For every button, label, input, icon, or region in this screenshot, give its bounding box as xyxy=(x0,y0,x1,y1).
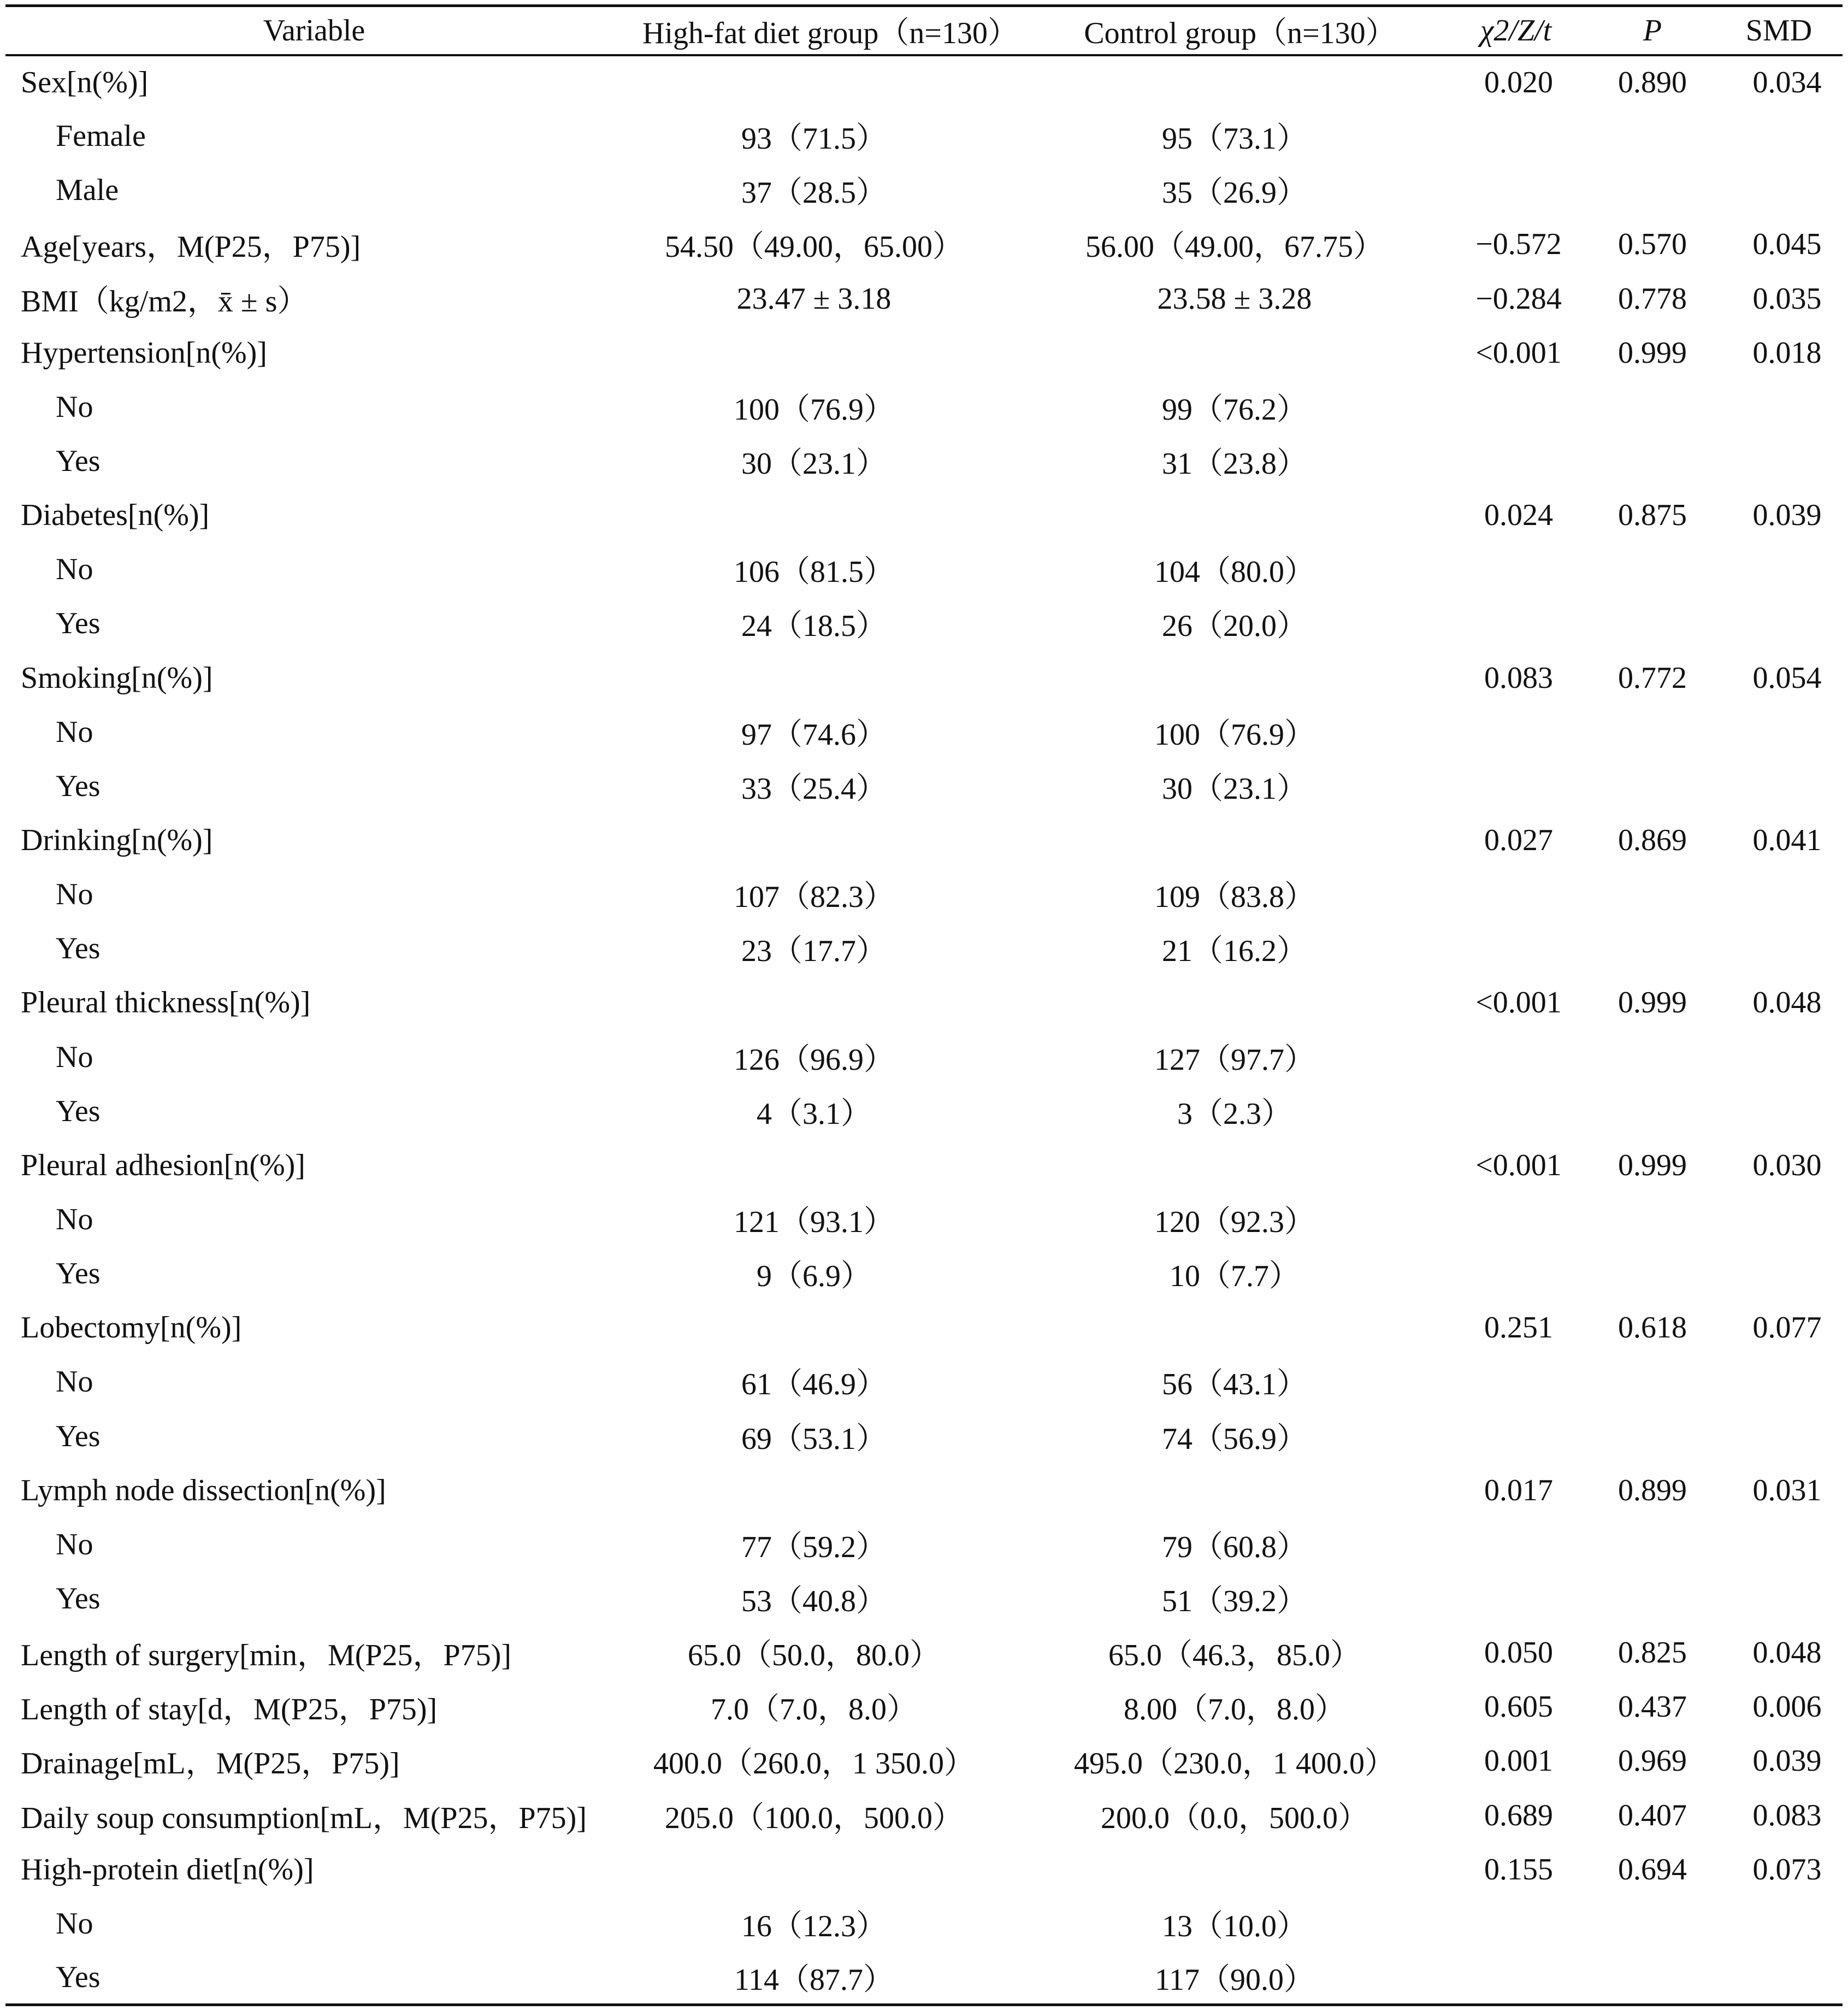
cell-high-fat-group: 23（17.7） xyxy=(741,934,887,969)
cell-high-fat-group: 121（93.1） xyxy=(734,1205,894,1240)
cell-control-group xyxy=(1038,326,1442,380)
cell-smd xyxy=(1715,868,1843,922)
cell-p-value: 0.999 xyxy=(1618,1148,1687,1182)
table-row xyxy=(5,1192,1843,1246)
cell-p-value xyxy=(1590,759,1715,813)
cell-smd xyxy=(1715,109,1843,163)
cell-smd xyxy=(1715,163,1843,217)
cell-test-statistic xyxy=(1442,1950,1590,2005)
cell-p-value: 0.890 xyxy=(1618,66,1687,100)
cell-control-group: 104（80.0） xyxy=(1154,555,1315,590)
row-label: Length of surgery[min，M(P25，P75)] xyxy=(21,1638,511,1673)
cell-p-value xyxy=(1590,1355,1715,1409)
table-row xyxy=(5,1084,1843,1138)
cell-smd: 0.083 xyxy=(1752,1798,1822,1832)
cell-control-group: 30（23.1） xyxy=(1162,771,1307,806)
row-label: No xyxy=(56,877,93,912)
cell-high-fat-group: 24（18.5） xyxy=(741,609,887,644)
row-label: No xyxy=(56,390,93,424)
cell-smd xyxy=(1715,597,1843,651)
row-label: Yes xyxy=(56,769,101,803)
cell-p-value: 0.825 xyxy=(1618,1636,1687,1670)
table-row xyxy=(5,163,1843,217)
cell-p-value xyxy=(1590,434,1715,488)
cell-p-value xyxy=(1590,109,1715,163)
cell-high-fat-group: 93（71.5） xyxy=(741,122,887,156)
cell-smd xyxy=(1715,759,1843,813)
row-label: Drainage[mL，M(P25，P75)] xyxy=(21,1747,400,1781)
cell-test-statistic xyxy=(1442,1896,1590,1950)
cell-control-group xyxy=(1038,488,1442,543)
cell-high-fat-group xyxy=(623,488,1038,543)
cell-smd: 0.030 xyxy=(1752,1148,1822,1182)
cell-smd: 0.077 xyxy=(1752,1311,1822,1345)
row-label: No xyxy=(56,715,93,749)
table-row xyxy=(5,922,1843,976)
cell-high-fat-group: 23.47 ± 3.18 xyxy=(736,281,891,316)
row-label: No xyxy=(56,1906,93,1941)
cell-p-value: 0.437 xyxy=(1618,1690,1687,1724)
cell-smd: 0.045 xyxy=(1752,227,1822,262)
row-label: Age[years，M(P25，P75)] xyxy=(21,230,361,264)
cell-smd: 0.048 xyxy=(1752,1636,1822,1670)
cell-smd xyxy=(1715,434,1843,488)
cell-smd: 0.073 xyxy=(1752,1852,1822,1887)
header-test-statistic: χ2/Z/t xyxy=(1442,6,1590,55)
cell-high-fat-group: 53（40.8） xyxy=(741,1584,887,1618)
cell-high-fat-group: 30（23.1） xyxy=(741,447,887,481)
cell-high-fat-group: 16（12.3） xyxy=(741,1909,887,1943)
cell-control-group xyxy=(1038,651,1442,705)
cell-test-statistic: 0.083 xyxy=(1484,661,1553,695)
header-high-fat-group: High-fat diet group（n=130） xyxy=(623,6,1038,55)
cell-test-statistic: 0.024 xyxy=(1484,498,1553,533)
cell-p-value: 0.969 xyxy=(1618,1744,1687,1778)
cell-test-statistic xyxy=(1442,1247,1590,1301)
cell-high-fat-group: 107（82.3） xyxy=(734,880,894,915)
cell-smd xyxy=(1715,1192,1843,1246)
cell-control-group xyxy=(1038,55,1442,109)
header-variable: Variable xyxy=(5,6,623,55)
cell-control-group: 8.00（7.0，8.0） xyxy=(1124,1693,1345,1727)
cell-test-statistic xyxy=(1442,163,1590,217)
row-label: Pleural adhesion[n(%)] xyxy=(21,1148,305,1182)
table-row xyxy=(5,1517,1843,1571)
cell-p-value xyxy=(1590,163,1715,217)
cell-control-group: 109（83.8） xyxy=(1154,880,1315,915)
cell-high-fat-group: 7.0（7.0，8.0） xyxy=(711,1693,917,1727)
cell-control-group: 3（2.3） xyxy=(1177,1097,1292,1131)
row-label: Yes xyxy=(56,1419,101,1453)
cell-control-group: 117（90.0） xyxy=(1038,1950,1442,2005)
cell-p-value xyxy=(1590,705,1715,759)
row-label: Sex[n(%)] xyxy=(21,66,149,100)
table-row xyxy=(5,1138,1843,1192)
cell-p-value xyxy=(1590,1950,1715,2005)
header-smd: SMD xyxy=(1715,6,1843,55)
cell-high-fat-group: 4（3.1） xyxy=(757,1097,871,1131)
cell-control-group: 100（76.9） xyxy=(1154,717,1315,752)
cell-p-value xyxy=(1590,1896,1715,1950)
cell-p-value: 0.407 xyxy=(1618,1798,1687,1832)
cell-test-statistic: <0.001 xyxy=(1475,1148,1562,1182)
cell-control-group xyxy=(1038,813,1442,867)
cell-high-fat-group: 54.50（49.00，65.00） xyxy=(665,230,963,264)
cell-p-value xyxy=(1590,922,1715,976)
cell-test-statistic xyxy=(1442,1084,1590,1138)
cell-test-statistic xyxy=(1442,1409,1590,1463)
row-label: High-protein diet[n(%)] xyxy=(21,1852,314,1887)
cell-control-group: 99（76.2） xyxy=(1162,392,1307,427)
cell-high-fat-group xyxy=(623,1138,1038,1192)
cell-p-value xyxy=(1590,1247,1715,1301)
table-row xyxy=(5,1680,1843,1734)
cell-control-group: 23.58 ± 3.28 xyxy=(1157,281,1312,316)
row-label: No xyxy=(56,1365,93,1399)
cell-control-group: 120（92.3） xyxy=(1154,1205,1315,1240)
cell-smd xyxy=(1715,380,1843,434)
cell-high-fat-group: 77（59.2） xyxy=(741,1530,887,1564)
cell-smd: 0.039 xyxy=(1752,1744,1822,1778)
cell-high-fat-group xyxy=(623,326,1038,380)
table-row xyxy=(5,1734,1843,1788)
row-label: Female xyxy=(56,119,146,154)
cell-p-value: 0.899 xyxy=(1618,1473,1687,1507)
cell-smd: 0.041 xyxy=(1752,823,1822,858)
cell-test-statistic xyxy=(1442,1517,1590,1571)
cell-test-statistic xyxy=(1442,434,1590,488)
cell-p-value xyxy=(1590,543,1715,597)
cell-smd xyxy=(1715,1030,1843,1084)
cell-control-group: 51（39.2） xyxy=(1162,1584,1307,1618)
cell-test-statistic xyxy=(1442,597,1590,651)
table-row xyxy=(5,813,1843,867)
cell-control-group: 127（97.7） xyxy=(1154,1042,1315,1077)
table-row xyxy=(5,272,1843,326)
table-row xyxy=(5,434,1843,488)
cell-p-value xyxy=(1590,1084,1715,1138)
row-label: Yes xyxy=(56,1257,101,1291)
baseline-characteristics-table xyxy=(5,4,1843,2006)
cell-test-statistic xyxy=(1442,922,1590,976)
cell-p-value: 0.875 xyxy=(1618,498,1687,533)
table-row xyxy=(5,109,1843,163)
cell-smd xyxy=(1715,1896,1843,1950)
cell-smd xyxy=(1715,1950,1843,2005)
cell-control-group xyxy=(1038,1463,1442,1517)
row-label: Drinking[n(%)] xyxy=(21,823,213,858)
cell-high-fat-group xyxy=(623,1842,1038,1896)
cell-smd: 0.018 xyxy=(1752,335,1822,370)
cell-test-statistic xyxy=(1442,380,1590,434)
cell-p-value xyxy=(1590,1517,1715,1571)
cell-control-group: 74（56.9） xyxy=(1162,1422,1307,1456)
cell-smd xyxy=(1715,1084,1843,1138)
cell-test-statistic: 0.605 xyxy=(1484,1690,1553,1724)
cell-p-value: 0.999 xyxy=(1618,986,1687,1020)
cell-smd: 0.054 xyxy=(1752,661,1822,695)
row-label: Diabetes[n(%)] xyxy=(21,498,210,533)
table-row xyxy=(5,759,1843,813)
table-row xyxy=(5,597,1843,651)
cell-p-value: 0.570 xyxy=(1618,227,1687,262)
cell-control-group: 26（20.0） xyxy=(1162,609,1307,644)
cell-test-statistic: −0.572 xyxy=(1475,227,1562,262)
row-label: No xyxy=(56,1527,93,1561)
row-label: Yes xyxy=(5,1950,623,2005)
cell-high-fat-group xyxy=(623,1463,1038,1517)
table-row xyxy=(5,1896,1843,1950)
cell-smd xyxy=(1715,705,1843,759)
row-label: No xyxy=(56,552,93,587)
row-label: Yes xyxy=(56,932,101,966)
cell-p-value xyxy=(1590,597,1715,651)
cell-high-fat-group xyxy=(623,651,1038,705)
cell-test-statistic xyxy=(1442,759,1590,813)
cell-test-statistic: 0.017 xyxy=(1484,1473,1553,1507)
table-row xyxy=(5,380,1843,434)
cell-high-fat-group: 205.0（100.0，500.0） xyxy=(665,1801,963,1835)
row-label: Lobectomy[n(%)] xyxy=(21,1311,242,1345)
row-label: Yes xyxy=(56,606,101,641)
cell-smd xyxy=(1715,1517,1843,1571)
cell-smd: 0.031 xyxy=(1752,1473,1822,1507)
cell-p-value: 0.772 xyxy=(1618,661,1687,695)
row-label: Length of stay[d，M(P25，P75)] xyxy=(21,1693,438,1727)
cell-control-group xyxy=(1038,1138,1442,1192)
cell-smd: 0.035 xyxy=(1752,281,1822,316)
cell-test-statistic xyxy=(1442,1192,1590,1246)
table-row xyxy=(5,326,1843,380)
table-row xyxy=(5,55,1843,109)
cell-high-fat-group: 100（76.9） xyxy=(734,392,894,427)
cell-p-value: 0.778 xyxy=(1618,281,1687,316)
cell-high-fat-group: 114（87.7） xyxy=(623,1950,1038,2005)
cell-p-value xyxy=(1590,1192,1715,1246)
table-body xyxy=(5,55,1843,2005)
cell-test-statistic: 0.251 xyxy=(1484,1311,1553,1345)
cell-test-statistic: 0.001 xyxy=(1484,1744,1553,1778)
row-label: Pleural thickness[n(%)] xyxy=(21,986,311,1020)
cell-control-group: 95（73.1） xyxy=(1162,122,1307,156)
cell-control-group: 13（10.0） xyxy=(1162,1909,1307,1943)
table-row xyxy=(5,1571,1843,1625)
cell-high-fat-group: 97（74.6） xyxy=(741,717,887,752)
row-label: Yes xyxy=(56,1582,101,1616)
cell-high-fat-group: 69（53.1） xyxy=(741,1422,887,1456)
cell-control-group xyxy=(1038,976,1442,1030)
cell-test-statistic xyxy=(1442,868,1590,922)
row-label: Male xyxy=(56,173,119,208)
table-row xyxy=(5,1463,1843,1517)
cell-test-statistic xyxy=(1442,705,1590,759)
table-row xyxy=(5,1355,1843,1409)
cell-p-value: 0.999 xyxy=(1618,335,1687,370)
cell-test-statistic xyxy=(1442,1571,1590,1625)
cell-control-group: 21（16.2） xyxy=(1162,934,1307,969)
cell-high-fat-group: 37（28.5） xyxy=(741,176,887,210)
cell-control-group: 495.0（230.0，1 400.0） xyxy=(1074,1747,1395,1781)
row-label: No xyxy=(56,1040,93,1074)
header-control-group: Control group（n=130） xyxy=(1038,6,1442,55)
table-row xyxy=(5,543,1843,597)
cell-control-group: 56（43.1） xyxy=(1162,1367,1307,1402)
table-row xyxy=(5,488,1843,543)
cell-test-statistic xyxy=(1442,1355,1590,1409)
cell-control-group: 79（60.8） xyxy=(1162,1530,1307,1564)
cell-control-group: 10（7.7） xyxy=(1170,1259,1300,1294)
cell-p-value xyxy=(1590,1409,1715,1463)
table-row xyxy=(5,1626,1843,1680)
cell-test-statistic: 0.027 xyxy=(1484,823,1553,858)
table-row xyxy=(5,1301,1843,1355)
cell-test-statistic xyxy=(1442,1030,1590,1084)
cell-high-fat-group xyxy=(623,813,1038,867)
table-row xyxy=(5,217,1843,272)
row-label: No xyxy=(56,1202,93,1237)
cell-test-statistic: <0.001 xyxy=(1475,986,1562,1020)
table-row xyxy=(5,1842,1843,1896)
cell-high-fat-group xyxy=(623,1301,1038,1355)
table-row xyxy=(5,1788,1843,1842)
table-row xyxy=(5,1030,1843,1084)
cell-p-value xyxy=(1590,1030,1715,1084)
table-row xyxy=(5,868,1843,922)
cell-high-fat-group: 106（81.5） xyxy=(734,555,894,590)
cell-test-statistic: 0.020 xyxy=(1484,66,1553,100)
cell-control-group: 56.00（49.00，67.75） xyxy=(1085,230,1384,264)
row-label: Lymph node dissection[n(%)] xyxy=(21,1473,386,1507)
cell-high-fat-group: 33（25.4） xyxy=(741,771,887,806)
cell-high-fat-group: 61（46.9） xyxy=(741,1367,887,1402)
cell-control-group xyxy=(1038,1301,1442,1355)
cell-high-fat-group xyxy=(623,976,1038,1030)
cell-control-group xyxy=(1038,1842,1442,1896)
row-label: BMI（kg/m2，x̄ ± s） xyxy=(21,284,308,319)
cell-smd xyxy=(1715,1247,1843,1301)
cell-p-value xyxy=(1590,1571,1715,1625)
table-row xyxy=(5,1950,1843,2005)
table-row xyxy=(5,1409,1843,1463)
cell-p-value xyxy=(1590,380,1715,434)
cell-smd: 0.034 xyxy=(1752,66,1822,100)
cell-test-statistic: −0.284 xyxy=(1475,281,1562,316)
cell-high-fat-group: 126（96.9） xyxy=(734,1042,894,1077)
table-header xyxy=(5,6,1843,55)
row-label: Yes xyxy=(56,1094,101,1128)
cell-smd xyxy=(1715,922,1843,976)
cell-p-value: 0.618 xyxy=(1618,1311,1687,1345)
cell-control-group: 200.0（0.0，500.0） xyxy=(1101,1801,1368,1835)
table-row xyxy=(5,976,1843,1030)
cell-smd: 0.006 xyxy=(1752,1690,1822,1724)
row-label: Yes xyxy=(56,444,101,479)
header-row xyxy=(5,6,1843,55)
cell-test-statistic xyxy=(1442,109,1590,163)
cell-smd xyxy=(1715,543,1843,597)
table-row xyxy=(5,651,1843,705)
header-p-value: P xyxy=(1590,6,1715,55)
cell-high-fat-group xyxy=(623,55,1038,109)
cell-high-fat-group: 65.0（50.0，80.0） xyxy=(688,1638,940,1673)
row-label: Hypertension[n(%)] xyxy=(21,335,267,370)
cell-smd xyxy=(1715,1409,1843,1463)
row-label: Smoking[n(%)] xyxy=(21,661,213,695)
cell-test-statistic: 0.155 xyxy=(1484,1852,1553,1887)
cell-high-fat-group: 9（6.9） xyxy=(757,1259,871,1294)
cell-p-value: 0.869 xyxy=(1618,823,1687,858)
table-row xyxy=(5,705,1843,759)
cell-control-group: 35（26.9） xyxy=(1162,176,1307,210)
cell-p-value xyxy=(1590,868,1715,922)
cell-test-statistic xyxy=(1442,543,1590,597)
cell-test-statistic: 0.050 xyxy=(1484,1636,1553,1670)
cell-test-statistic: <0.001 xyxy=(1475,335,1562,370)
cell-smd: 0.039 xyxy=(1752,498,1822,533)
cell-p-value: 0.694 xyxy=(1618,1852,1687,1887)
cell-smd xyxy=(1715,1571,1843,1625)
cell-smd: 0.048 xyxy=(1752,986,1822,1020)
cell-control-group: 31（23.8） xyxy=(1162,447,1307,481)
cell-smd xyxy=(1715,1355,1843,1409)
row-label: Daily soup consumption[mL，M(P25，P75)] xyxy=(21,1801,587,1835)
cell-test-statistic: 0.689 xyxy=(1484,1798,1553,1832)
cell-high-fat-group: 400.0（260.0，1 350.0） xyxy=(653,1747,975,1781)
cell-control-group: 65.0（46.3，85.0） xyxy=(1108,1638,1361,1673)
table-row xyxy=(5,1247,1843,1301)
